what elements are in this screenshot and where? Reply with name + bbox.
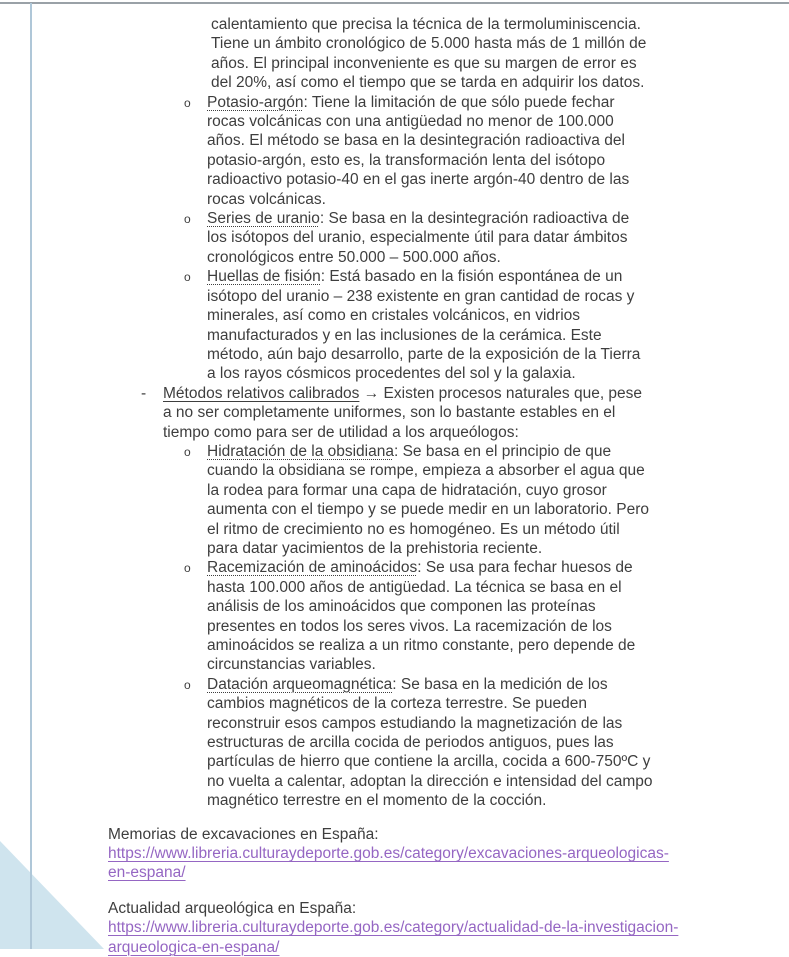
circle-bullet-marker: o (184, 444, 191, 459)
bullet-text: → Existen procesos naturales que, pese a no ser completamente uniformes, son lo bastante estables en el tiempo como para ser de utilidad a los arqueólogos: (163, 384, 643, 441)
bullet-item-potasio-argon (184, 93, 653, 209)
bullet-term: Métodos relativos calibrados (163, 384, 360, 402)
circle-bullet-marker: o (184, 561, 191, 576)
bullet-text: : Se basa en el principio de que cuando la obsidiana se rompe, empieza a absorber el agua que la rodea para formar una capa de hidratación, cuyo grosor aumenta con el tiempo y se puede medir en un laboratorio. Pero el ritmo de crecimiento no es homogéneo. Es un método útil para datar yacimientos de la prehistoria reciente. (207, 442, 650, 557)
bullet-text: : Tiene la limitación de que sólo puede fechar rocas volcánicas con una antigüedad no menor de 100.000 años. El método se basa en la desintegración radioactiva del potasio-argón, esto es, la transformación lenta del isótopo radioactivo potasio-40 en el gas inerte argón-40 dentro de las rocas volcánicas. (207, 93, 630, 208)
bullet-text: : Se usa para fechar huesos de hasta 100.000 años de antigüedad. La técnica se basa en el análisis de los aminoácidos que componen las proteínas presentes en todos los seres vivos. La racemización de los aminoácidos se realiza a un ritmo constante, pero depende de circunstancias variables. (207, 559, 636, 674)
page-top-border (0, 2, 789, 4)
left-accent-line (30, 3, 32, 949)
bullet-term: Potasio-argón (207, 93, 304, 111)
bullet-term: Hidratación de la obsidiana (207, 442, 394, 460)
bullet-item-datacion-arqueomagnetica (184, 675, 653, 811)
bullet-term: Racemización de aminoácidos (207, 559, 418, 577)
bullet-text: : Se basa en la medición de los cambios magnéticos de la corteza terrestre. Se pueden reconstruir esos campos estudiando la magnetización de las estructuras de arcilla cocida de periodos antiguos, pues las partículas de hierro que contiene la arcilla, cocida a 600-750ºC y no vuelta a calentar, adoptan la dirección e intensidad del campo magnético terrestre en el momento de la cocción. (207, 675, 653, 810)
circle-bullet-marker: o (184, 270, 191, 285)
resource-link-memorias[interactable]: https://www.libreria.culturaydeporte.gob.es/category/excavaciones-arqueologicas-en-espana/ (108, 845, 669, 882)
resource-label: Memorias de excavaciones en España: (108, 825, 379, 843)
resource-label: Actualidad arqueológica en España: (108, 899, 357, 917)
bullet-term: Datación arqueomagnética (207, 675, 393, 693)
bullet-item-series-de-uranio (184, 209, 653, 267)
circle-bullet-marker: o (184, 95, 191, 110)
bullet-text: : Se basa en la desintegración radioactiva de los isótopos del uranio, especialmente útil para datar ámbitos cronológicos entre 50.000 – 500.000 años. (207, 210, 630, 266)
bullet-term: Series de uranio (207, 210, 320, 228)
dash-bullet-marker: - (141, 384, 147, 402)
bullet-item-metodos-relativos-calibrados (141, 384, 653, 442)
resource-link-actualidad[interactable]: https://www.libreria.culturaydeporte.gob.es/category/actualidad-de-la-investigacion-arqueologica-en-espana/ (108, 919, 679, 956)
bullet-term: Huellas de fisión (207, 268, 321, 286)
bullet-item-huellas-de-fision (184, 267, 653, 383)
bullet-text: : Está basado en la fisión espontánea de un isótopo del uranio – 238 existente en gran cantidad de rocas y minerales, así como en cristales volcánicos, en vidrios manufacturados y en las inclusiones de la cerámica. Este método, aún bajo desarrollo, parte de la exposición de la Tierra a los rayos cósmicos procedentes del sol y la galaxia. (207, 268, 641, 383)
resource-section-actualidad (108, 899, 686, 957)
resource-section-memorias (108, 825, 686, 883)
intro-paragraph: calentamiento que precisa la técnica de la termoluminiscencia. Tiene un ámbito cronológico de 5.000 hasta más de 1 millón de años. El principal inconveniente es que su margen de error es del 20%, así como el tiempo que se tarda en adquirir los datos. (211, 16, 647, 92)
circle-bullet-marker: o (184, 677, 191, 692)
bullet-item-racemizacion-aminoacidos (184, 558, 653, 674)
bullet-item-hidratacion-obsidiana (184, 442, 653, 558)
document-content (0, 15, 686, 957)
circle-bullet-marker: o (184, 212, 191, 227)
